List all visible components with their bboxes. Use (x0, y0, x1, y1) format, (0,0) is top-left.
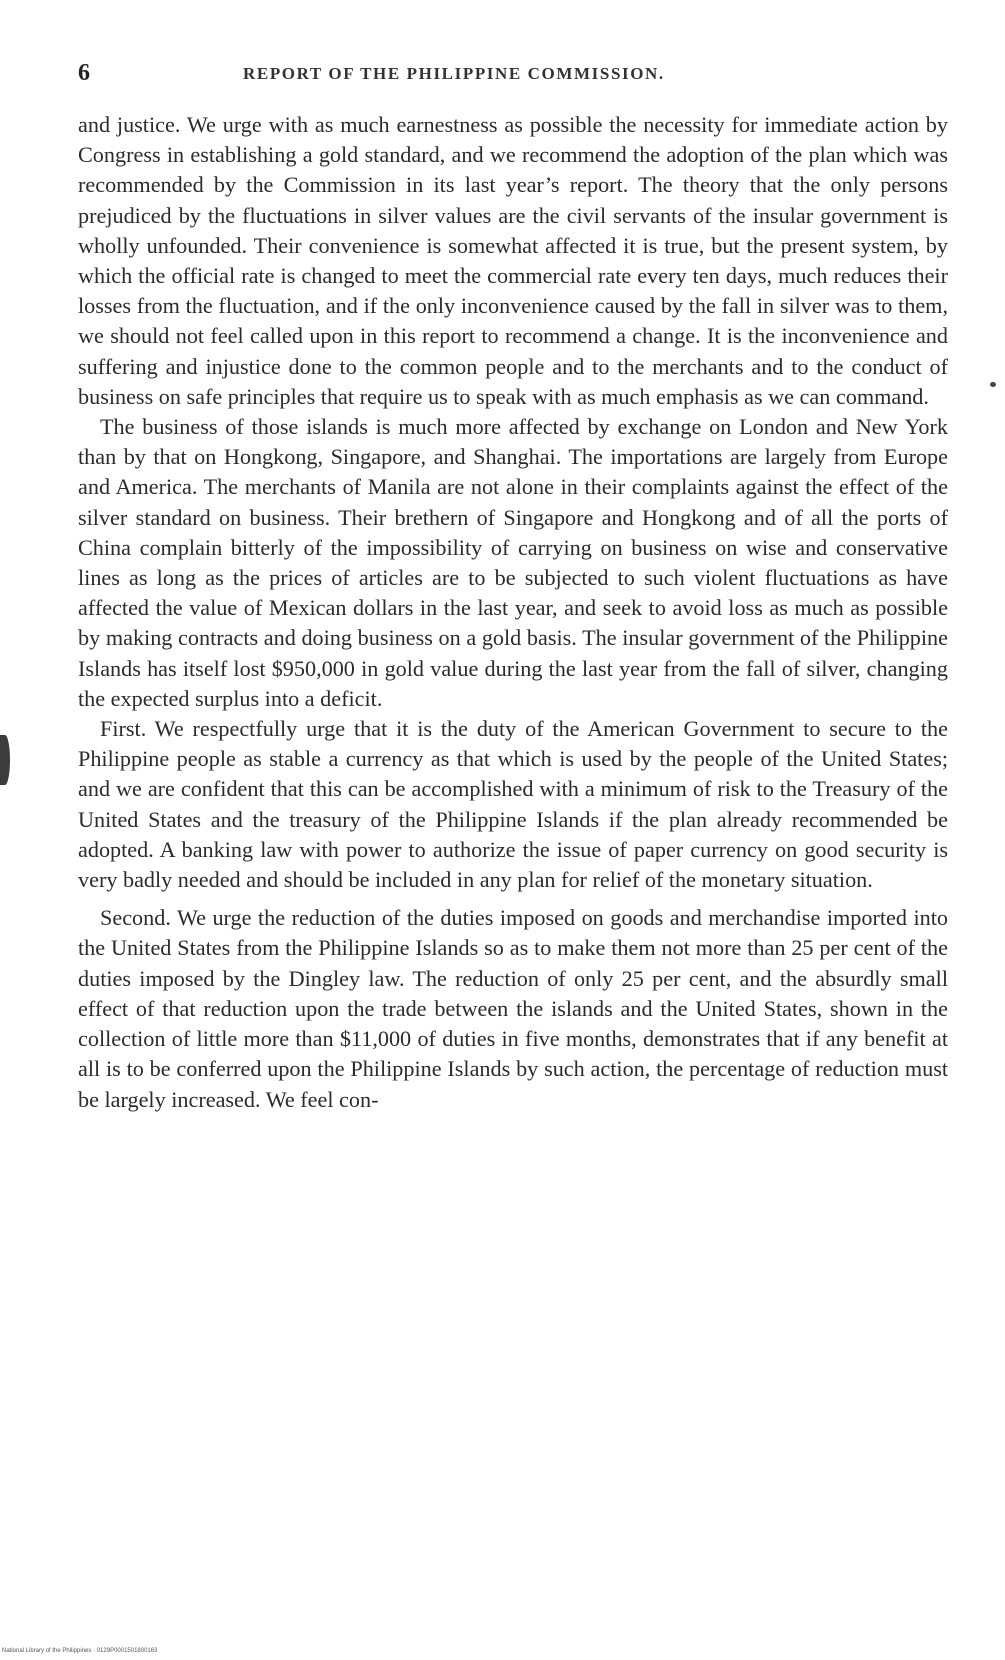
margin-speck (990, 382, 996, 387)
paragraph-second-recommendation: Second. We urge the reduction of the duties imposed on goods and merchandise imported into the United States from the Philippine Islands so as to make them not more than 25 per cent of the duties imposed by the Dingley law. The reduction of only 25 per cent, and the absurdly small effect of that reduction upon the trade between the islands and the United States, shown in the collection of little more than $11,000 of duties in five months, demonstrates that if any benefit at all is to be conferred upon the Philippine Islands by such action, the percentage of reduction must be largely increased. We feel con- (78, 905, 948, 1112)
page-number: 6 (78, 60, 90, 86)
body-text (78, 110, 948, 1115)
page-header (78, 60, 950, 92)
paragraph-continuation: and justice. We urge with as much earnestness as possible the necessity for immediate action by Congress in establishing a gold standard, and we recommend the adoption of the plan which was recommended by the Commission in its last year’s report. The theory that the only persons prejudiced by the fluctuations in silver values are the civil servants of the insular government is wholly unfounded. Their convenience is somewhat affected it is true, but the present system, by which the official rate is changed to meet the commercial rate every ten days, much reduces their losses from the fluctuation, and if the only inconvenience caused by the fall in silver was to them, we should not feel called upon in this report to recommend a change. It is the inconvenience and suffering and injustice done to the common people and to the merchants and to the conduct of business on safe principles that require us to speak with as much emphasis as we can command. (78, 112, 948, 409)
scan-footer-label: National Library of the Philippines · 0129P0001501800163 (2, 1648, 158, 1654)
running-title: REPORT OF THE PHILIPPINE COMMISSION. (243, 64, 665, 83)
paragraph-exchange: The business of those islands is much more affected by exchange on London and New York than by that on Hongkong, Singapore, and Shanghai. The importations are largely from Europe and America. The merchants of Manila are not alone in their complaints against the effect of the silver standard on business. Their brethern of Singapore and Hongkong and of all the ports of China complain bitterly of the impossibility of carrying on business on wise and conservative lines as long as the prices of articles are to be subjected to such violent fluctuations as have affected the value of Mexican dollars in the last year, and seek to avoid loss as much as possible by making contracts and doing business on a gold basis. The insular government of the Philippine Islands has itself lost $950,000 in gold value during the last year from the fall of silver, changing the expected surplus into a deficit. (78, 414, 948, 711)
scan-edge-mark (0, 735, 10, 785)
paragraph-first-recommendation: First. We respectfully urge that it is the duty of the American Government to secure to the Philippine people as stable a currency as that which is used by the people of the United States; and we are confident that this can be accomplished with a minimum of risk to the Treasury of the United States and the treasury of the Philippine Islands if the plan already recommended be adopted. A banking law with power to authorize the issue of paper currency on good security is very badly needed and should be included in any plan for relief of the monetary situation. (78, 716, 948, 893)
